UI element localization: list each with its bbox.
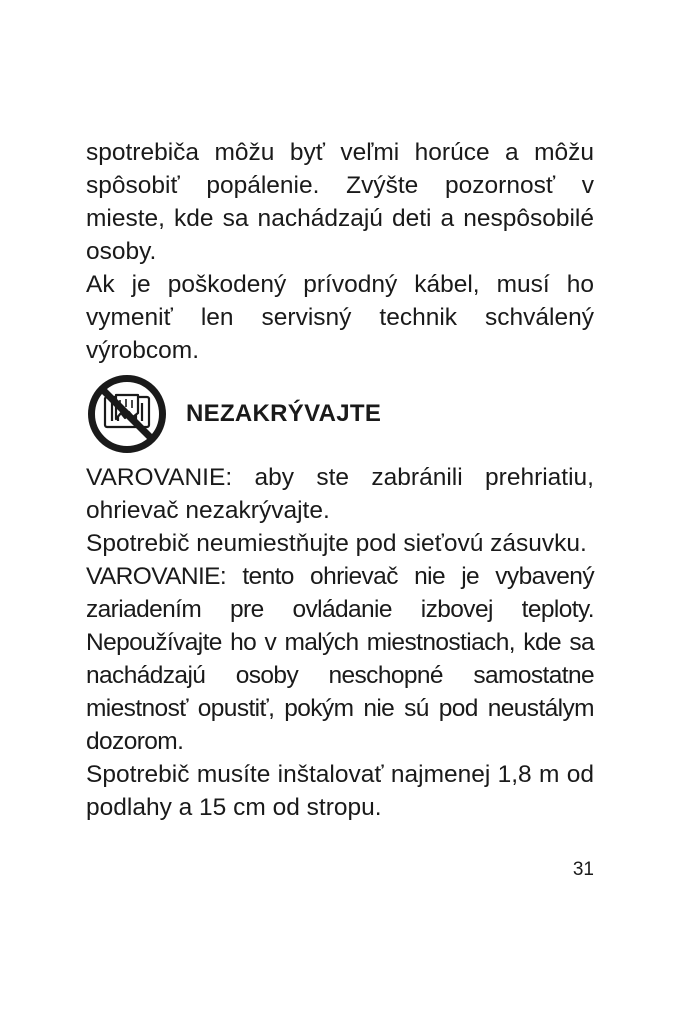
paragraph-socket: Spotrebič neumiestňujte pod sieťovú zásuvku. — [86, 530, 587, 557]
do-not-cover-warning — [86, 373, 594, 457]
warning-title: NEZAKRÝVAJTE — [186, 400, 382, 427]
do-not-cover-icon — [86, 373, 168, 455]
paragraph-hot-surfaces: spotrebiča môžu byť veľmi horúce a môžu spôsobiť popálenie. Zvýšte pozornosť v mieste, kde sa nachádzajú deti a nespôsobilé osoby. — [86, 139, 594, 265]
paragraph-no-thermostat-warning: VAROVANIE: tento ohrievač nie je vybavený zariadením pre ovládanie izbovej teploty. Nepoužívajte ho v malých miestnostiach, kde sa nachádzajú osoby neschopné samostatne miestnosť opustiť, pokým nie sú pod neustálym dozorom. — [86, 563, 594, 755]
manual-page — [86, 0, 594, 1020]
paragraph-overheat-warning: VAROVANIE: aby ste zabránili prehriatiu, ohrievač nezakrývajte. — [86, 464, 594, 524]
top-text-block — [86, 136, 594, 367]
bottom-text-block — [86, 461, 594, 824]
paragraph-installation-height: Spotrebič musíte inštalovať najmenej 1,8 m od podlahy a 15 cm od stropu. — [86, 761, 594, 821]
paragraph-power-cable: Ak je poškodený prívodný kábel, musí ho vymeniť len servisný technik schválený výrobcom. — [86, 271, 594, 364]
page-number: 31 — [572, 859, 594, 880]
